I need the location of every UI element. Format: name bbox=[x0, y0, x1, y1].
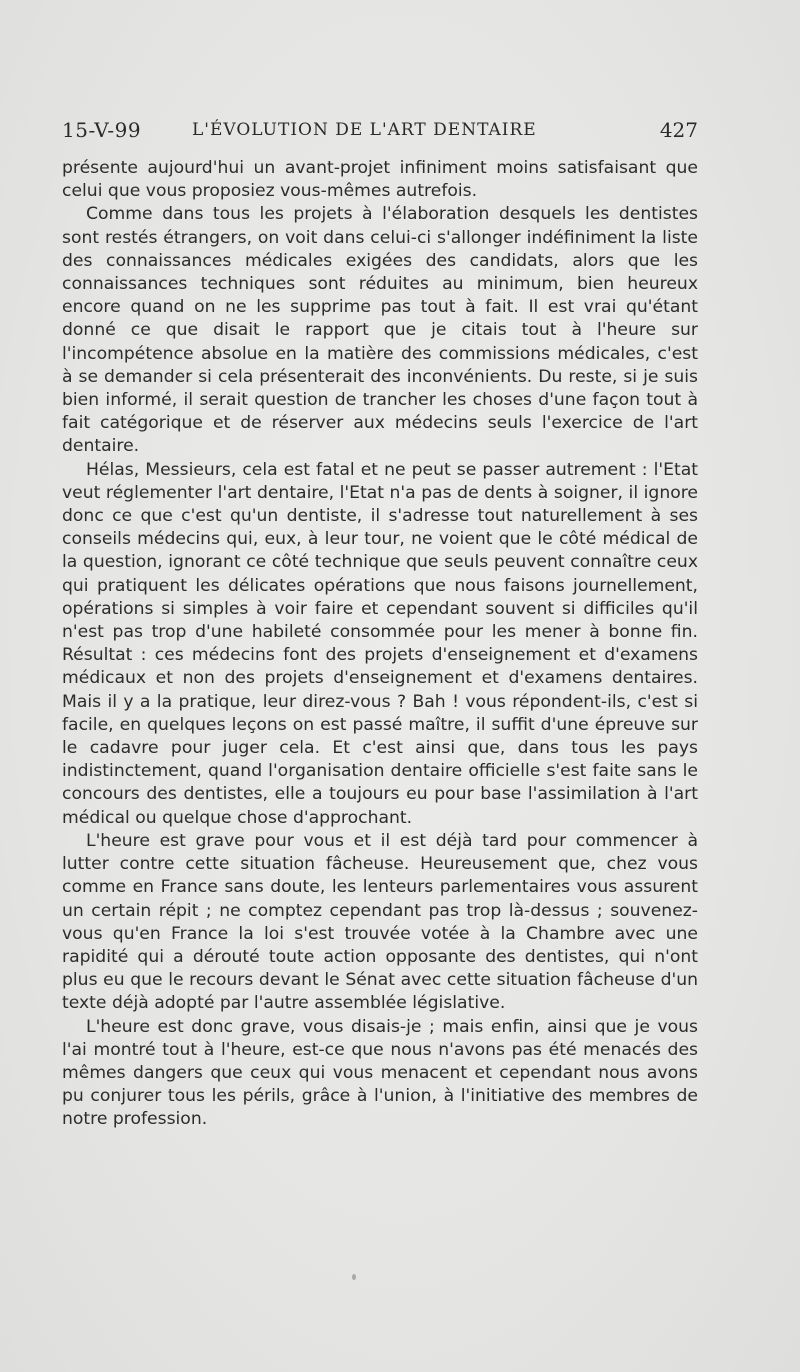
paragraph: Hélas, Messieurs, cela est fatal et ne peut se passer autrement : l'Etat veut réglementer l'art dentaire, l'Etat n'a pas de dents à soigner, il ignore donc ce que c'est qu'un dentiste, il s'adresse tout naturellement à ses conseils médecins qui, eux, à leur tour, ne voient que le côté médical de la question, ignorant ce côté technique que seuls peuvent connaître ceux qui pratiquent les délicates opérations que nous faisons journellement, opérations si simples à voir faire et cependant souvent si difficiles qu'il n'est pas trop d'une habileté consommée pour les mener à bonne fin. Résultat : ces médecins font des projets d'enseignement et d'examens médicaux et non des projets d'enseignement et d'examens dentaires. Mais il y a la pratique, leur direz-vous ? Bah ! vous répondent-ils, c'est si facile, en quelques leçons on est passé maître, il suffit d'une épreuve sur le cadavre pour juger cela. Et c'est ainsi que, dans tous les pays indistinctement, quand l'organisation dentaire officielle s'est faite sans le concours des dentistes, elle a toujours eu pour base l'assimilation à l'art médical ou quelque chose d'approchant. bbox=[62, 459, 698, 828]
paragraph: L'heure est grave pour vous et il est déjà tard pour commencer à lutter contre cette situation fâcheuse. Heureusement que, chez vous comme en France sans doute, les lenteurs parlementaires vous assurent un certain répit ; ne comptez cependant pas trop là-dessus ; souvenez-vous qu'en France la loi s'est trouvée votée à la Chambre avec une rapidité qui a dérouté toute action opposante des dentistes, qui n'ont plus eu que le recours devant le Sénat avec cette situation fâcheuse d'un texte déjà adopté par l'autre assemblée législative. bbox=[62, 830, 698, 1014]
paragraph: Comme dans tous les projets à l'élaboration desquels les dentistes sont restés étrangers, on voit dans celui-ci s'allonger indéfiniment la liste des connaissances médicales exigées des candidats, alors que les connaissances techniques sont réduites au minimum, bien heureux encore quand on ne les supprime pas tout à fait. Il est vrai qu'étant donné ce que disait le rapport que je citais tout à l'heure sur l'incompétence absolue en la matière des commissions médicales, c'est à se demander si cela présenterait des inconvénients. Du reste, si je suis bien informé, il serait question de trancher les choses d'une façon tout à fait catégorique et de réserver aux médecins seuls l'exercice de l'art dentaire. bbox=[62, 204, 698, 457]
paragraph: L'heure est donc grave, vous disais-je ; mais enfin, ainsi que je vous l'ai montré tout à l'heure, est-ce que nous n'avons pas été menacés des mêmes dangers que ceux qui vous menacent et cependant nous avons pu conjurer tous les périls, grâce à l'union, à l'initiative des membres de notre profession. bbox=[62, 1016, 698, 1130]
body-text bbox=[62, 157, 698, 1132]
header-title: L'ÉVOLUTION DE L'ART DENTAIRE bbox=[192, 120, 537, 140]
running-header bbox=[62, 118, 698, 148]
paragraph-continuation: présente aujourd'hui un avant-projet infiniment moins satisfaisant que celui que vous proposiez vous-mêmes autrefois. bbox=[62, 158, 698, 202]
paper-speck bbox=[352, 1274, 356, 1280]
page-number: 427 bbox=[659, 118, 698, 142]
header-date: 15-V-99 bbox=[62, 118, 142, 142]
